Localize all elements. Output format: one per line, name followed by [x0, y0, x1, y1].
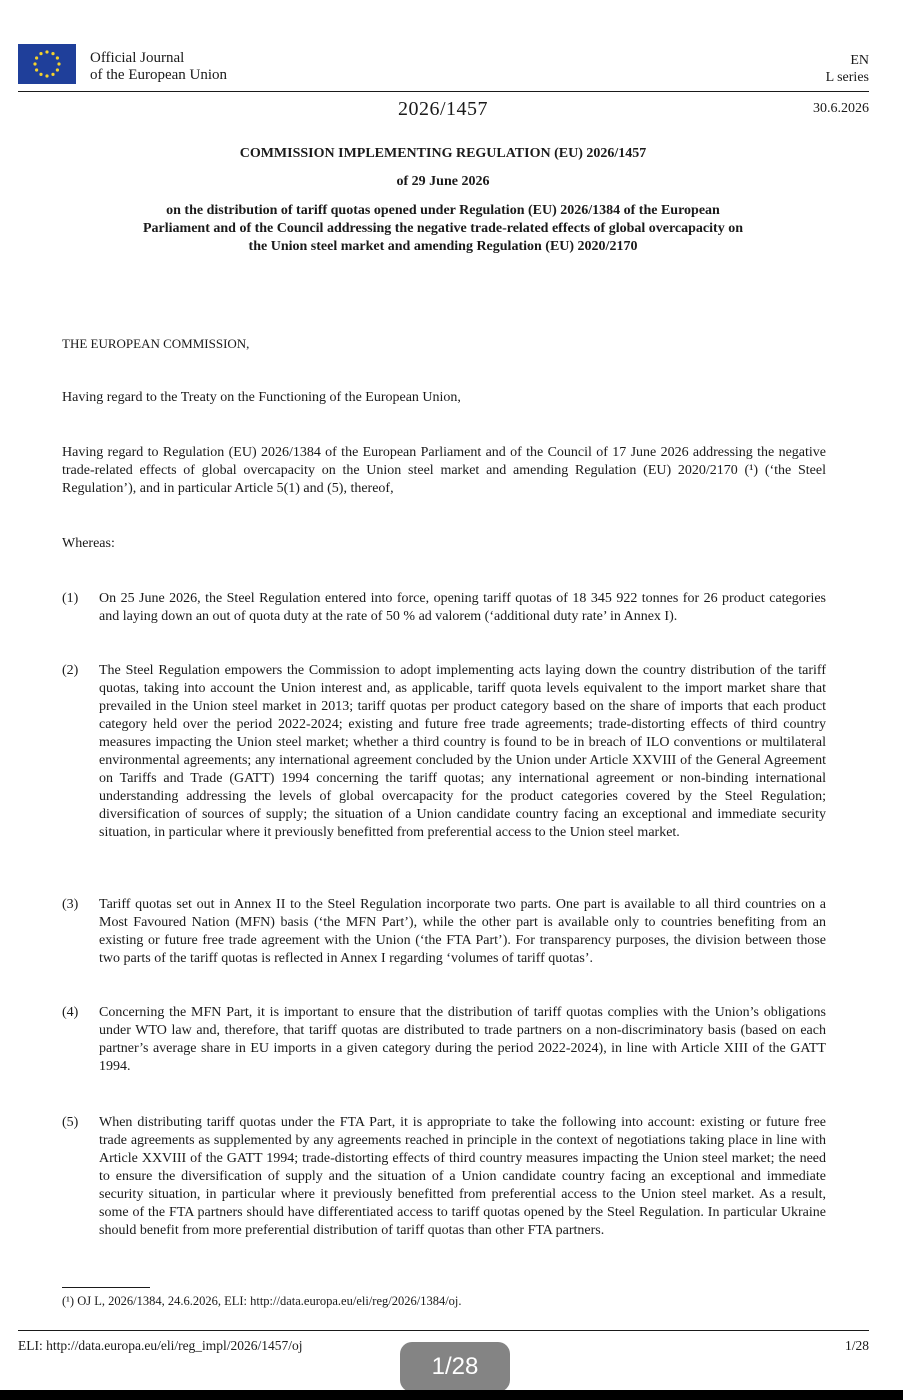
series-label: L series [825, 70, 869, 85]
recital-number: (3) [62, 897, 79, 912]
recital-text: When distributing tariff quotas under the FTA Part, it is appropriate to take the following into account: existing or future free trade agreements as supplemented by any agreements reached in principle in the context of negotiations taking place in line with Article XXVIII of the GATT 1994; trade-distorting effects of third country measures impacting the Union steel market; the need to ensure the diversification of supply and the situation of a Union candidate country facing an exceptional and immediate security situation, in particular where it previously benefitted from preferential access to the Union steel market. As a result, some of the FTA partners should have differentiated access to tariff quotas opened by the Steel Regulation. In particular Ukraine should benefit from more preferential distribution of tariff quotas than other FTA partners. [99, 1115, 826, 1238]
regulation-subject-line3: the Union steel market and amending Regulation (EU) 2020/2170 [248, 239, 638, 254]
journal-name-line2: of the European Union [90, 67, 228, 83]
regulation-title: COMMISSION IMPLEMENTING REGULATION (EU) 2026/1457 [239, 146, 647, 161]
recital-number: (1) [62, 591, 79, 606]
recital-text: Concerning the MFN Part, it is important to ensure that the distribution of tariff quotas complies with the Union’s obligations under WTO law and, therefore, that tariff quotas are distributed to trade partners on a non-discriminatory basis (based on each partner’s average share in EU imports in a given category during the period 2022-2024), in line with Article XIII of the GATT 1994. [99, 1005, 826, 1074]
recital-number: (5) [62, 1115, 79, 1130]
recital-text: On 25 June 2026, the Steel Regulation entered into force, opening tariff quotas of 18 345 922 tonnes for 26 product categories and laying down an out of quota duty at the rate of 50 % ad valorem (‘additional duty rate’ in Annex I). [99, 591, 826, 624]
commission-heading: THE EUROPEAN COMMISSION, [62, 336, 250, 351]
recital-text: The Steel Regulation empowers the Commission to adopt implementing acts laying down the country distribution of the tariff quotas, taking into account the Union interest and, as applicable, tariff quota levels equivalent to the import market share that prevailed in the Union steel market in 2013; tariff quotas per product category based on the share of imports that each product category held over the period 2022-2024; existing and future free trade agreements; trade-distorting effects of third country measures impacting the Union steel market; whether a third country is found to be in breach of ILO conventions or multilateral environmental agreements; any international agreement concluded by the Union under Article XXVIII of the General Agreement on Tariffs and Trade (GATT) 1994 concerning the tariff quotas; any international agreement or non-binding international understanding addressing the levels of global overcapacity for the product categories covered by the Steel Regulation; diversification of sources of supply; the situation of a Union candidate country facing an exceptional and immediate security situation, in particular where it previously benefitted from preferential access to the Union steel market. [99, 663, 826, 840]
recital-number: (2) [62, 663, 79, 678]
eu-stars-icon [18, 44, 76, 84]
having-regard-treaty: Having regard to the Treaty on the Functioning of the European Union, [62, 390, 461, 405]
footer-rule [18, 1330, 869, 1331]
footnote: (¹) OJ L, 2026/1384, 24.6.2026, ELI: http://data.europa.eu/eli/reg/2026/1384/oj. [62, 1294, 462, 1308]
regulation-date: of 29 June 2026 [396, 174, 490, 189]
regulation-subject-line2: Parliament and of the Council addressing the negative trade-related effects of global overcapacity on [143, 221, 743, 236]
publication-date: 30.6.2026 [813, 101, 869, 116]
header-rule [18, 91, 869, 92]
recital-number: (4) [62, 1005, 79, 1020]
eli-link[interactable]: ELI: http://data.europa.eu/eli/reg_impl/2026/1457/oj [18, 1338, 303, 1353]
eu-flag-logo [18, 44, 76, 84]
language-code: EN [850, 53, 869, 68]
footnote-rule [62, 1287, 150, 1288]
document-number: 2026/1457 [397, 98, 489, 120]
regulation-subject-line1: on the distribution of tariff quotas opened under Regulation (EU) 2026/1384 of the European [166, 203, 720, 218]
page-number: 1/28 [844, 1338, 869, 1353]
whereas-heading: Whereas: [62, 536, 115, 551]
recital-text: Tariff quotas set out in Annex II to the Steel Regulation incorporate two parts. One part is available to all third countries on a Most Favoured Nation (MFN) basis (‘the MFN Part’), while the other part is available only to countries benefiting from an existing or future free trade agreement with the Union (‘the FTA Part’). For transparency purposes, the division between those two parts of the tariff quotas is reflected in Annex I regarding ‘volumes of tariff quotas’. [99, 897, 826, 966]
having-regard-regulation: Having regard to Regulation (EU) 2026/1384 of the European Parliament and of the Council of 17 June 2026 addressing the negative trade-related effects of global overcapacity on the Union steel market and amending Regulation (EU) 2020/2170 (¹) (‘the Steel Regulation’), and in particular Article 5(1) and (5), thereof, [62, 445, 826, 496]
page-indicator-pill: 1/28 [400, 1342, 510, 1392]
journal-name-line1: Official Journal [90, 50, 185, 66]
navigation-bar [0, 1390, 903, 1400]
